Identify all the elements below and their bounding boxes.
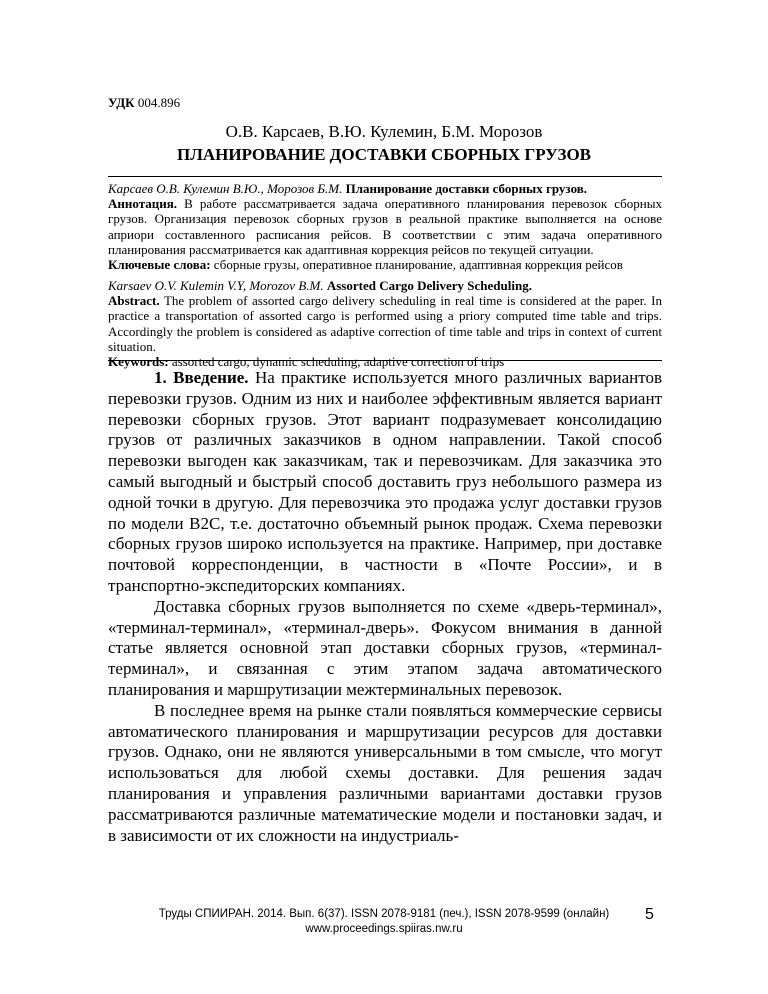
annotation-text: В работе рассматривается задача оперативного планирования перевозок сборных грузов. Организация перевозок сборных грузов в реальной практике выполняется на основе априори составленного расписания рейсов. В соответствии с этим задача оперативного планирования рассматривается как адаптивная коррекция рейсов по текущей ситуации. bbox=[108, 196, 662, 257]
paragraph-2: Доставка сборных грузов выполняется по схеме «дверь-терминал», «терминал-терминал», «терминал-дверь». Фокусом внимания в данной статье является основной этап доставки сборных грузов, «терминал-терминал», и связанная с этим этапом задача автоматического планирования и маршрутизации межтерминальных перевозок. bbox=[108, 596, 662, 699]
paragraph-1-text: На практике используется много различных вариантов перевозки грузов. Одним из них и наиболее эффективным является вариант перевозки сборных грузов. Этот вариант подразумевает консолидацию грузов от различных заказчиков в одном направлении. Такой способ перевозки выгоден как заказчикам, так и перевозчикам. Для заказчика это самый выгодный и быстрый способ доставить груз небольшого размера из одной точки в другую. Для перевозчика это продажа услуг доставки грузов по модели B2C, т.е. достаточно объемный рынок продаж. Схема перевозки сборных грузов широко используется на практике. Например, при доставке почтовой корреспонденции, в частности в «Почте России», и в транспортно-экспедиторских компаниях. bbox=[108, 368, 663, 595]
abstract-text-en: The problem of assorted cargo delivery scheduling in real time is considered at the paper. In practice a transportation of assorted cargo is performed using a priory computed time table and trips. Accordingly the problem is considered as adaptive correction of time table and trips in context of current situation. bbox=[108, 293, 663, 354]
udk-code: 004.896 bbox=[137, 95, 181, 110]
abstract-label-en: Abstract. bbox=[108, 293, 160, 309]
divider-bottom bbox=[108, 360, 662, 361]
paragraph-1 bbox=[108, 368, 662, 597]
authors: О.В. Карсаев, В.Ю. Кулемин, Б.М. Морозов bbox=[225, 122, 543, 141]
divider-top bbox=[108, 176, 662, 177]
keywords-label-ru: Ключевые слова: bbox=[108, 257, 211, 273]
citation-authors-ru: Карсаев О.В. Кулемин В.Ю., Морозов Б.М. bbox=[108, 181, 343, 196]
annotation-label: Аннотация. bbox=[108, 196, 178, 212]
keywords-label-en: Keywords: bbox=[108, 354, 169, 370]
citation-authors-en: Karsaev O.V. Kulemin V.Y, Morozov B.M. bbox=[108, 278, 324, 293]
page-number: 5 bbox=[645, 906, 654, 923]
paper-title: ПЛАНИРОВАНИЕ ДОСТАВКИ СБОРНЫХ ГРУЗОВ bbox=[176, 145, 592, 164]
section-heading: 1. Введение. bbox=[154, 368, 249, 387]
udk-label: УДК bbox=[108, 95, 135, 110]
abstract-en bbox=[108, 278, 662, 369]
footer-journal: Труды СПИИРАН. 2014. Вып. 6(37). ISSN 2078-9181 (печ.), ISSN 2078-9599 (онлайн) bbox=[158, 908, 610, 920]
citation-title-en: Assorted Cargo Delivery Scheduling. bbox=[326, 278, 532, 293]
footer-website: www.proceedings.spiiras.nw.ru bbox=[305, 923, 463, 935]
keywords-text-en: assorted cargo, dynamic scheduling, adaptive correction of trips bbox=[171, 354, 505, 370]
paragraph-3: В последнее время на рынке стали появляться коммерческие сервисы автоматического планирования и маршрутизации ресурсов для доставки грузов. Однако, они не являются универсальными в том смысле, что могут использоваться для любой схемы доставки. Для решения задач планирования и управления различными вариантами доставки грузов рассматриваются различные математические модели и постановки задач, и в зависимости от их сложности на индустриаль- bbox=[108, 700, 662, 845]
citation-title-ru: Планирование доставки сборных грузов. bbox=[345, 181, 588, 196]
udk-line bbox=[108, 95, 180, 111]
main-text bbox=[108, 368, 662, 846]
abstract-ru bbox=[108, 181, 662, 272]
keywords-text-ru: сборные грузы, оперативное планирование, адаптивная коррекция рейсов bbox=[213, 257, 623, 273]
